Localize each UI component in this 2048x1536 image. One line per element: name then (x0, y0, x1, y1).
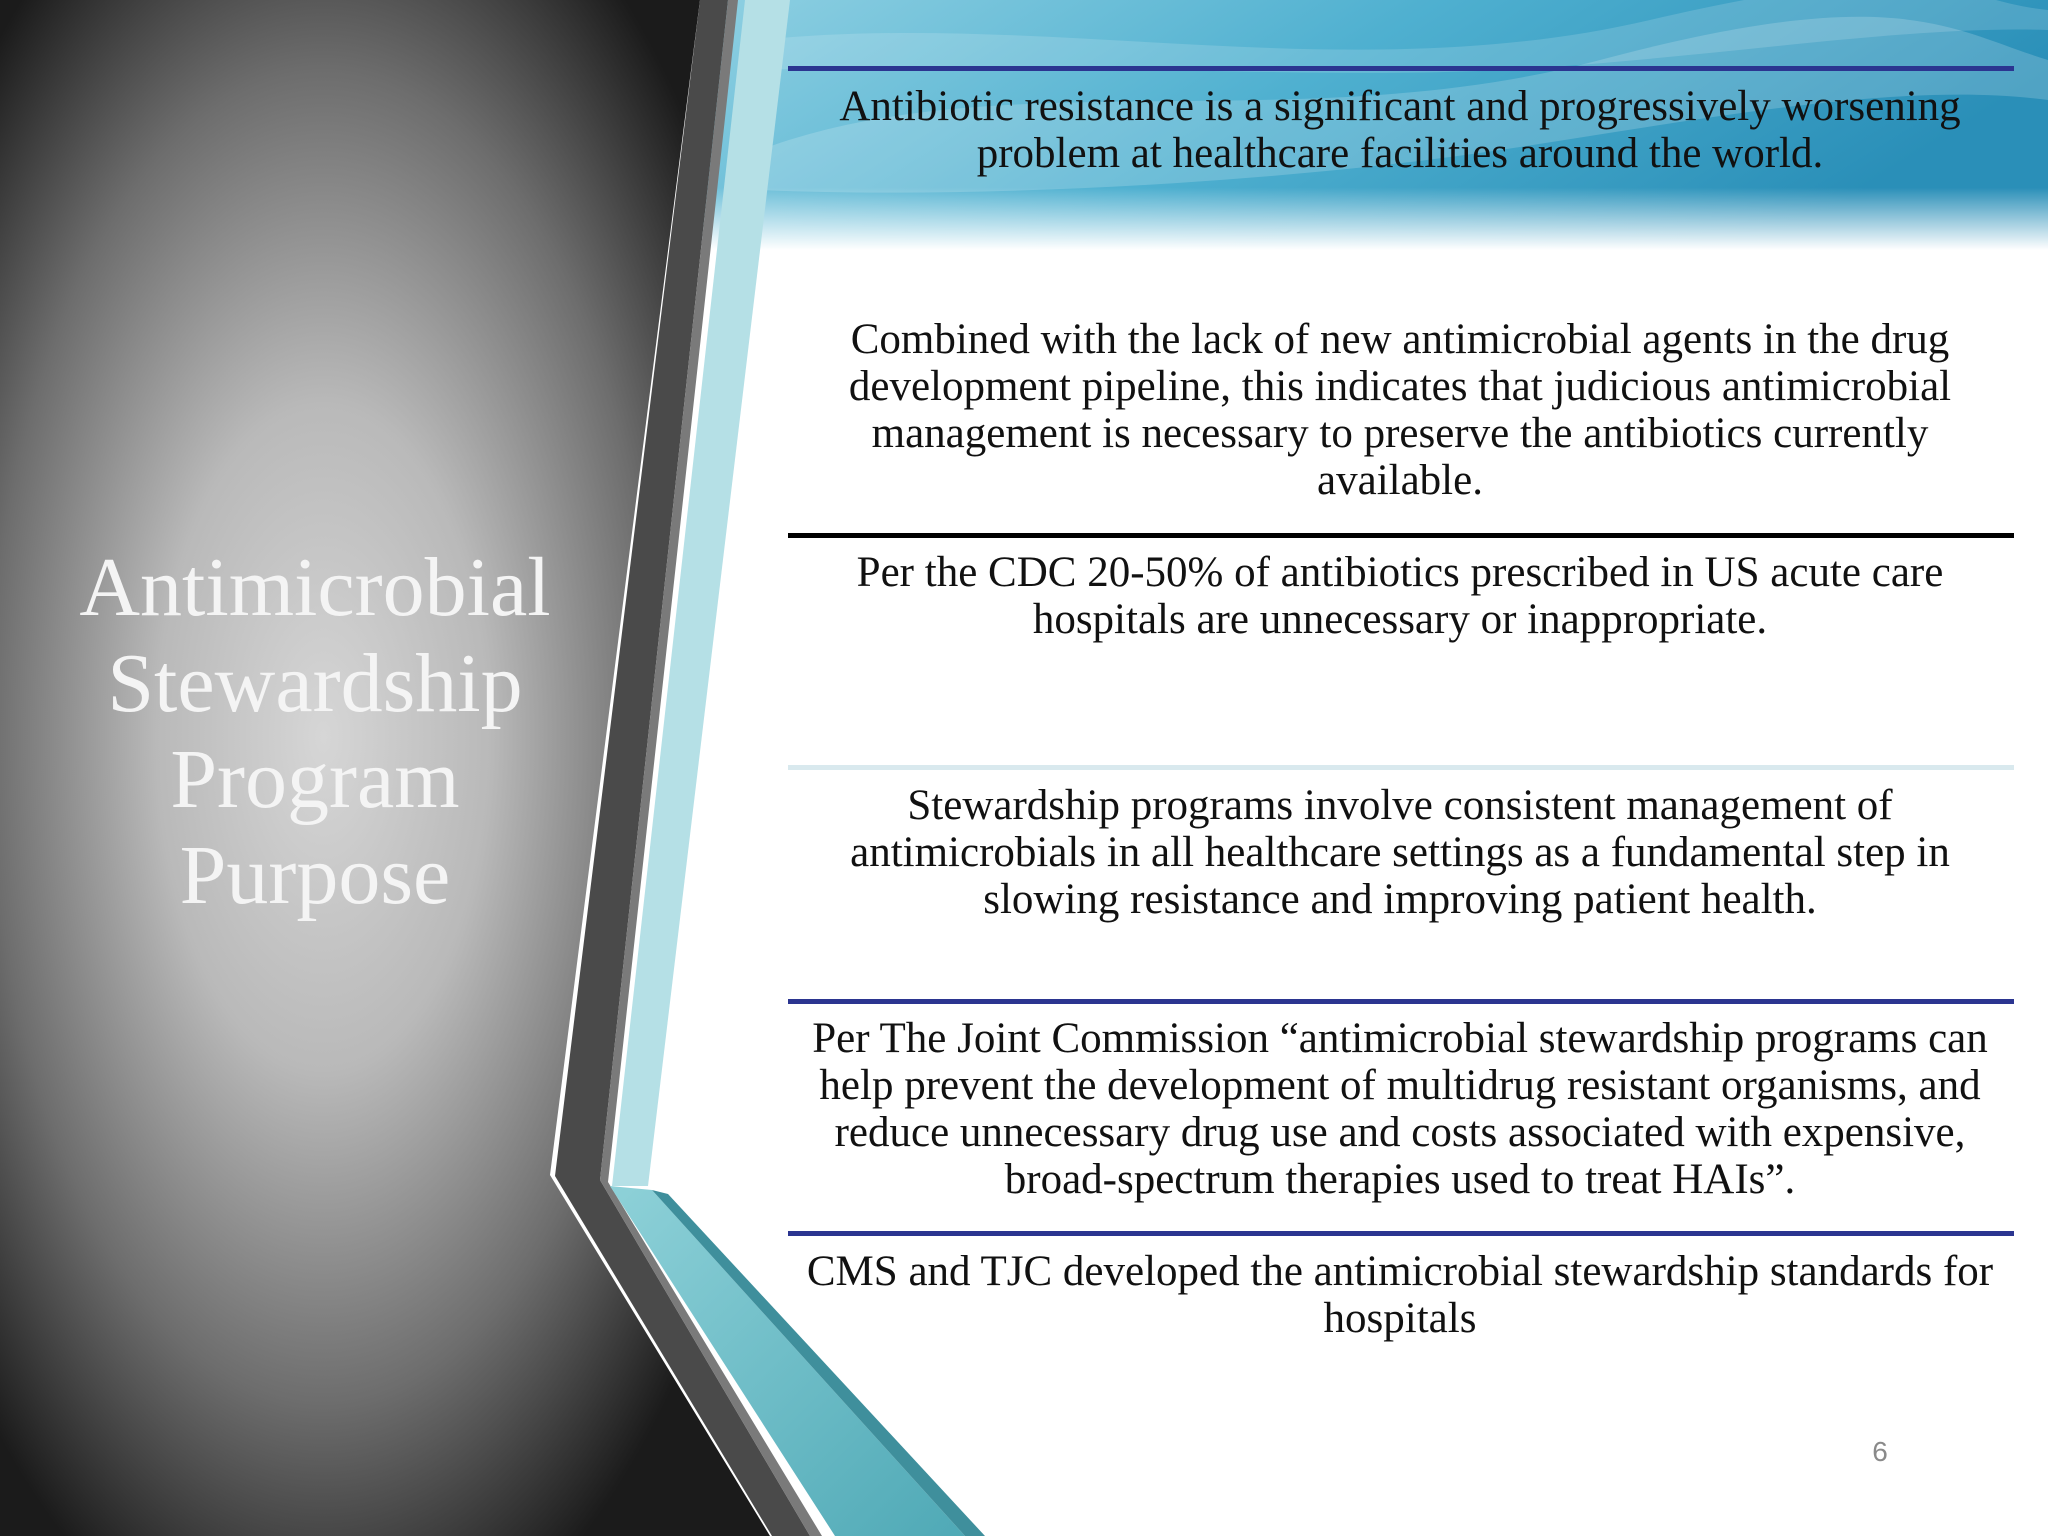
page-number: 6 (1872, 1436, 1888, 1467)
rule-middle (788, 533, 2014, 538)
paragraph-cms-tjc: CMS and TJC developed the antimicrobial stewardship standards for hospitals (806, 1248, 1994, 1342)
paragraph-antibiotic-resistance: Antibiotic resistance is a significant and progressively worsening problem at healthcare facilities around the world. (839, 83, 1961, 177)
paragraph-stewardship-programs: Stewardship programs involve consistent management of antimicrobials in all healthcare settings as a fundamental step in slowing resistance and improving patient health. (850, 782, 1950, 923)
title-line: Antimicrobial (79, 541, 551, 634)
rule-light (788, 765, 2014, 770)
rule-lower (788, 999, 2014, 1004)
title-line: Stewardship (107, 637, 523, 730)
paragraph-joint-commission: Per The Joint Commission “antimicrobial stewardship programs can help prevent the development of multidrug resistant organisms, and reduce unnecessary drug use and costs associated with expensive, broad-spectrum therapies used to treat HAIs”. (812, 1015, 1988, 1203)
title-line: Program (170, 733, 460, 826)
title-line: Purpose (179, 829, 451, 922)
slide-title (60, 540, 570, 924)
rule-bottom (788, 1231, 2014, 1236)
paragraph-cdc: Per the CDC 20-50% of antibiotics prescribed in US acute care hospitals are unnecessary or inappropriate. (856, 549, 1944, 643)
paragraph-new-agents: Combined with the lack of new antimicrobial agents in the drug development pipeline, this indicates that judicious antimicrobial management is necessary to preserve the antibiotics currently available. (848, 316, 1952, 504)
rule-top (788, 66, 2014, 71)
